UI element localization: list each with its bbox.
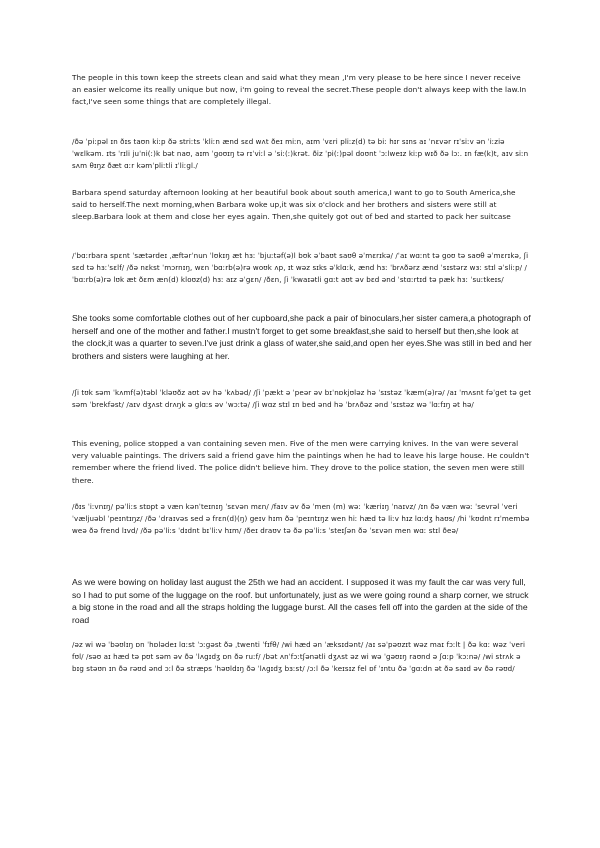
paragraph-barbara-morning: Barbara spend saturday afternoon looking at her beautiful book about south america,I want to go to South America,she said to herself.The next morning,when Barbara woke up,it was six o'clock and her brothers and sisters were still at sleep.Barbara look at them and close her eyes again. Then,she quitely got out of bed and started to pack her suitcase: [72, 188, 516, 222]
transcription-police-van: /ðɪs ˈiːvnɪŋ/ pəˈliːs stɒpt ə væn kənˈteɪnɪŋ ˈsɛvən mɛn/ /faɪv əv ðə ˈmen (m) wəː ˈkæriɪŋ ˈnaɪvz/ /ɪn ðə væn wəː ˈsevrəl ˈveri ˈvæljuəbl ˈpeɪntɪŋz/ /ðə ˈdraɪvəs sed ə frɛn(d)(ŋ) geɪv hɪm ðə ˈpeɪntɪŋz wen hiː hæd tə liːv hɪz lɑːdʒ haʊs/ /hi ˈkʊdnt rɪˈmembə weə ðə frend lɪvd/ /ðə pəˈliːs ˈdɪdnt bɪˈliːv hɪm/ /ðeɪ draʊv tə ðə pəˈliːs ˈsteɪʃən ðə ˈsɛvən men wɑː stɪl ðeə/: [72, 502, 530, 536]
transcription-barbara-packing: /ʃi tʊk səm ˈkʌmf(ə)təbl ˈkləʊðz aʊt əv hə ˈkʌbəd/ /ʃi ˈpækt ə ˈpeər əv bɪˈnɒkjʊləz hə ˈsɪstəz ˈkæm(ə)rə/ /aɪ ˈmʌsnt fəˈget tə get səm ˈbrekfəst/ /aɪv dʒʌst drʌŋk ə glɑːs əv ˈwɔːtə/ /ʃi wɑz stɪl ɪn bed ənd hə ˈbrʌðəz ənd ˈsɪstəz wə ˈlɑːfɪŋ ət hə/: [72, 388, 532, 410]
paragraph-holiday-accident: As we were bowing on holiday last august the 25th we had an accident. I supposed it was my fault the car was very full, so I had to put some of the luggage on the roof. but unfortunately, just as we were going round a sharp corner, we struck a big stone in the road and all the straps holding the luggage burst. All the cases fell off into the garden at the side of the road: [72, 577, 529, 625]
transcription-barbara-morning: /ˈbɑːrbara spɛnt ˈsætərdeɪ ˌæftərˈnun ˈlʊkɪŋ æt hɜː ˈbjuːtəf(ə)l bʊk əˈbaʊt saʊθ əˈmɛrɪkə/ /ˈaɪ wɑːnt tə goʊ tə saʊθ əˈmɛrɪkə, ʃi sɛd tə hɜːˈsɛlf/ /ðə nɛkst ˈmɔrnɪŋ, wɛn ˈbɑːrb(ə)rə woʊk ʌp, ɪt wəz sɪks əˈklɑːk, ænd hɜː ˈbrʌðərz ænd ˈsɪstərz wɜː stɪl əˈsliːp/ /ˈbɑːrb(ə)rə lʊk æt ðɛm æn(d) kloʊz(d) hɜː aɪz əˈgɛn/ /ðɛn, ʃi ˈkwaɪətli gɑːt aʊt əv bɛd ənd ˈstɑːrtɪd tə pæk hɜː ˈsuːtkeɪs/: [72, 251, 529, 285]
transcription-town-people: /ðə ˈpiːpəl ɪn ðɪs taʊn kiːp ðə striːts ˈkliːn ænd sɛd wʌt ðeɪ miːn, aɪm ˈvɛri pliːz(d) tə biː hɪr sɪns aɪ ˈnɛvər rɪˈsiːv ən ˈiːziə ˈwɛlkəm. ɪts ˈrɪli juˈni(ː)k bət naʊ, aɪm ˈgoʊɪŋ tə rɪˈviːl ə ˈsiː(ː)krət. ðiz ˈpi(ː)pəl doʊnt ˈɔːlweɪz kiːp wɪð ðə lɔː. ɪn fæ(k)t, aɪv siːn sʌm θɪŋz ðæt ɑːr kəmˈpliːtli ɪˈliːgl./: [72, 137, 529, 171]
transcription-holiday-accident: /əz wi wə ˈbəʊlɪŋ ɒn ˈhɒlədeɪ lɑːst ˈɔːgəst ðə ˌtwenti ˈfɪfθ/ /wi hæd ən ˈæksɪdənt/ /aɪ səˈpəʊzɪt wəz maɪ fɔːlt | ðə kɑː wəz ˈveri fʊl/ /səʊ aɪ hæd tə pʊt səm əv ðə ˈlʌgɪdʒ ɒn ðə ruːf/ /bət ʌnˈfɔːtʃənətli dʒʌst əz wi wə ˈgəʊɪŋ raʊnd ə ʃɑːp ˈkɔːnə/ /wi strʌk ə bɪg stəʊn ɪn ðə rəʊd ənd ɔːl ðə stræps ˈhəʊldɪŋ ðə ˈlʌgɪdʒ bɜːst/ /ɔːl ðə ˈkeɪsɪz fel ɒf ˈɪntu ðə ˈgɑːdn ət ðə saɪd əv ðə rəʊd/: [72, 640, 526, 674]
paragraph-police-van: This evening, police stopped a van containing seven men. Five of the men were carrying knives. In the van were several very valuable paintings. The drivers said a friend gave him the paintings when he had to leave his large house. He couldn't remember where the friend lived. The police didn't believe him. They drove to the police station, the seven men were still there.: [72, 439, 530, 485]
paragraph-town-people: The people in this town keep the streets clean and said what they mean ,I'm very please to be here since I never receive an easier welcome its really unique but now, i'm going to reveal the secret.These people don't always keep with the law.In fact,I've seen some things that are completely illegal.: [72, 73, 527, 107]
paragraph-barbara-packing: She tooks some comfortable clothes out of her cupboard,she pack a pair of binoculars,her sister camera,a photograph of herself and one of the mother and father.I mustn't forget to get some breakfast,she said to herself but then,she look at the clock,it was a quarter to seven.I've just drink a glass of water,she said,and open her eyes.She was still in bed and her brothers and sisters were laughing at her.: [72, 313, 532, 361]
